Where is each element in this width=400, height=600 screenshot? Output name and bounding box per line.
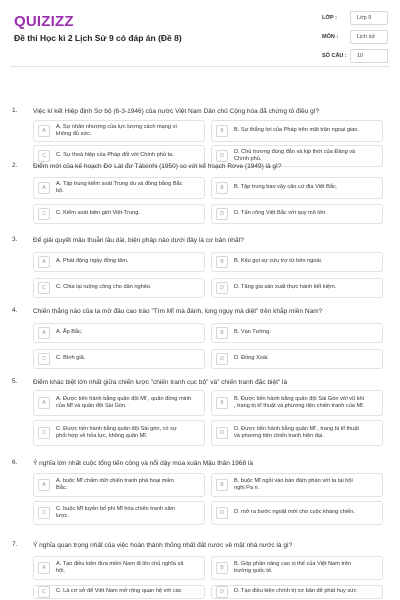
option-letter-badge: D (216, 208, 228, 220)
class-field[interactable]: Lớp 9 (350, 11, 388, 25)
option-letter-badge: D (216, 282, 228, 294)
option-letter-badge: B (216, 562, 228, 574)
info-row-subject (322, 29, 388, 45)
page-title: Đề thi Học kì 2 Lịch Sử 9 có đáp án (Đề 8) (14, 33, 182, 43)
option-text: B. Được tiến hành bằng quân đội Sài Gòn với vũ khí , trang bị kĩ thuật và phương tiện chiến tranh của Mĩ. (234, 395, 365, 409)
option-b[interactable] (211, 120, 383, 142)
option-text: B. buộc Mĩ ngồi vào bàn đàm phán với ta tại hội nghị Pa ri. (234, 477, 353, 491)
option-letter-badge: C (38, 586, 50, 598)
question-count-field[interactable]: 10 (350, 49, 388, 63)
option-letter-badge: A (38, 397, 50, 409)
header-divider (10, 66, 390, 67)
option-a[interactable] (33, 120, 205, 142)
question-text: Việc kí kết Hiệp định Sơ bộ (6-3-1946) của nước Việt Nam Dân chủ Cộng hòa đã chứng tỏ điều gì? (33, 108, 320, 115)
quiz-info-panel (322, 10, 388, 67)
question-number: 3. (12, 236, 18, 243)
option-letter-badge: A (38, 479, 50, 491)
option-c[interactable] (33, 349, 205, 369)
page-header (0, 0, 400, 66)
info-label: SỐ CÂU : (322, 53, 347, 59)
option-d[interactable] (211, 349, 383, 369)
option-letter-badge: D (216, 427, 228, 439)
option-text: D. Tăng gia sản xuất thực hành tiết kiệm. (234, 284, 337, 291)
option-c[interactable] (33, 585, 205, 599)
option-text: D. Chủ trương đúng đắn và kịp thời của Đảng và Chính phủ. (234, 148, 356, 162)
option-text: C. buộc Mĩ tuyên bố phi Mĩ hóa chiến tranh xâm lược. (56, 505, 176, 519)
question-number: 2. (12, 162, 18, 169)
option-text: C. Bình giã. (56, 355, 86, 362)
option-letter-badge: C (38, 282, 50, 294)
question-number: 6. (12, 459, 18, 466)
option-letter-badge: A (38, 182, 50, 194)
option-text: B. Tập trung bao vây căn cứ địa Việt Bắc. (234, 184, 338, 191)
question-text: Điểm khác biệt lớn nhất giữa chiến lược "chiến tranh cục bộ" và" chiến tranh đặc biệt" là (33, 379, 288, 386)
option-c[interactable] (33, 278, 205, 298)
option-d[interactable] (211, 501, 383, 525)
option-letter-badge: D (216, 586, 228, 598)
subject-field[interactable]: Lịch sử (350, 30, 388, 44)
question-number: 4. (12, 307, 18, 314)
option-text: C. Là cơ sở để Việt Nam mở rộng quan hệ với các (56, 588, 182, 595)
option-d[interactable] (211, 420, 383, 446)
option-text: A. Tạo điều kiện đưa miền Nam đi lên chủ nghĩa xã hội. (56, 560, 184, 574)
option-letter-badge: C (38, 427, 50, 439)
option-letter-badge: C (38, 507, 50, 519)
quizizz-logo: QUIZIZZ (14, 13, 74, 30)
option-text: C. Được tiến hành bằng quân đội Sài gòn, có sự phối hợp về hỏa lực, không quân Mĩ. (56, 425, 177, 439)
option-letter-badge: A (38, 562, 50, 574)
option-letter-badge: B (216, 256, 228, 268)
option-text: A. Tập trung kiểm soát Trung du và đồng bằng Bắc bộ. (56, 180, 183, 194)
option-text: D. Được tiến hành bằng quân Mĩ , trang bị kĩ thuật và phương tiện chiến tranh hiện đại. (234, 425, 359, 439)
option-letter-badge: B (216, 397, 228, 409)
question-number: 5. (12, 378, 18, 385)
info-label: LỚP : (322, 15, 337, 21)
option-d[interactable] (211, 204, 383, 224)
option-text: C. Chia lại ruộng công cho dân nghèo. (56, 284, 152, 291)
option-c[interactable] (33, 204, 205, 224)
option-text: C. Sự thoả hiệp của Pháp đối với Chính phủ ta. (56, 152, 174, 159)
option-text: A. Ấp Bắc. (56, 329, 83, 336)
option-text: D. Đồng Xoài. (234, 355, 269, 362)
option-letter-badge: C (38, 208, 50, 220)
option-text: B. Sự thắng lợi của Pháp trên mặt trận ngoại giao. (234, 127, 359, 134)
question-text: Ý nghĩa quan trọng nhất của việc hoàn thành thống nhất đất nước về mặt nhà nước là gì? (33, 542, 293, 549)
option-letter-badge: B (216, 327, 228, 339)
question-text: Để giải quyết mâu thuẫn lâu dài, biện pháp nào dưới đây là cơ bản nhất? (33, 237, 244, 244)
question-text: Ý nghĩa lớn nhất cuộc tổng tiến công và nổi dậy mùa xuân Mậu thân 1968 là (33, 460, 253, 467)
option-text: A. Được tiến hành bằng quân đội Mĩ , quân đồng minh của Mĩ và quân đội Sài Gòn. (56, 395, 192, 409)
option-d[interactable] (211, 278, 383, 298)
option-b[interactable] (211, 556, 383, 580)
question-text: Điểm mới của kế hoạch Đờ Lát đơ Tátxinhi (1950) so với kế hoạch Rơve (1949) là gì? (33, 163, 282, 170)
option-a[interactable] (33, 323, 205, 343)
option-b[interactable] (211, 473, 383, 497)
option-text: B. Góp phần nâng cao vị thế của Việt Nam trên trường quốc tế. (234, 560, 352, 574)
option-b[interactable] (211, 177, 383, 199)
option-letter-badge: B (216, 479, 228, 491)
info-row-count (322, 48, 388, 64)
option-letter-badge: C (38, 353, 50, 365)
option-text: A. Phát động ngày đồng tâm. (56, 258, 129, 265)
option-a[interactable] (33, 390, 205, 416)
option-letter-badge: D (216, 353, 228, 365)
option-text: C. Kiểm soát biên giới Việt-Trung. (56, 210, 140, 217)
option-text: B. Vạn Tường. (234, 329, 271, 336)
option-b[interactable] (211, 323, 383, 343)
option-a[interactable] (33, 252, 205, 272)
option-text: D. mở ra bước ngoặt mới cho cuộc kháng chiến. (234, 509, 355, 516)
option-a[interactable] (33, 556, 205, 580)
info-row-class (322, 10, 388, 26)
option-text: A. Sự nhân nhượng của lực lượng cách mạng vì không đủ sức. (56, 123, 177, 137)
option-c[interactable] (33, 501, 205, 525)
option-letter-badge: A (38, 256, 50, 268)
option-b[interactable] (211, 390, 383, 416)
option-letter-badge: D (216, 507, 228, 519)
option-c[interactable] (33, 420, 205, 446)
question-text: Chiến thắng nào của ta mở đầu cao trào "Tìm Mĩ mà đánh, lùng ngụy mà diệt" trên khắp miền Nam? (33, 308, 323, 315)
option-letter-badge: D (216, 150, 228, 162)
option-letter-badge: B (216, 125, 228, 137)
option-b[interactable] (211, 252, 383, 272)
option-letter-badge: B (216, 182, 228, 194)
option-text: D. Tấn công Việt Bắc với quy mô lớn. (234, 210, 327, 217)
option-letter-badge: C (38, 150, 50, 162)
option-a[interactable] (33, 473, 205, 497)
option-letter-badge: A (38, 327, 50, 339)
option-a[interactable] (33, 177, 205, 199)
option-letter-badge: A (38, 125, 50, 137)
option-d[interactable] (211, 585, 383, 599)
info-label: MÔN : (322, 34, 339, 40)
question-number: 1. (12, 107, 18, 114)
option-text: D. Tạo điều kiện chính trị cơ bản để phát huy sức (234, 588, 357, 595)
question-number: 7. (12, 541, 18, 548)
option-text: B. Kêu gọi sự cứu trợ từ bên ngoài. (234, 258, 323, 265)
option-text: A. buộc Mĩ chấm dứt chiến tranh phá hoại miền Bắc. (56, 477, 174, 491)
